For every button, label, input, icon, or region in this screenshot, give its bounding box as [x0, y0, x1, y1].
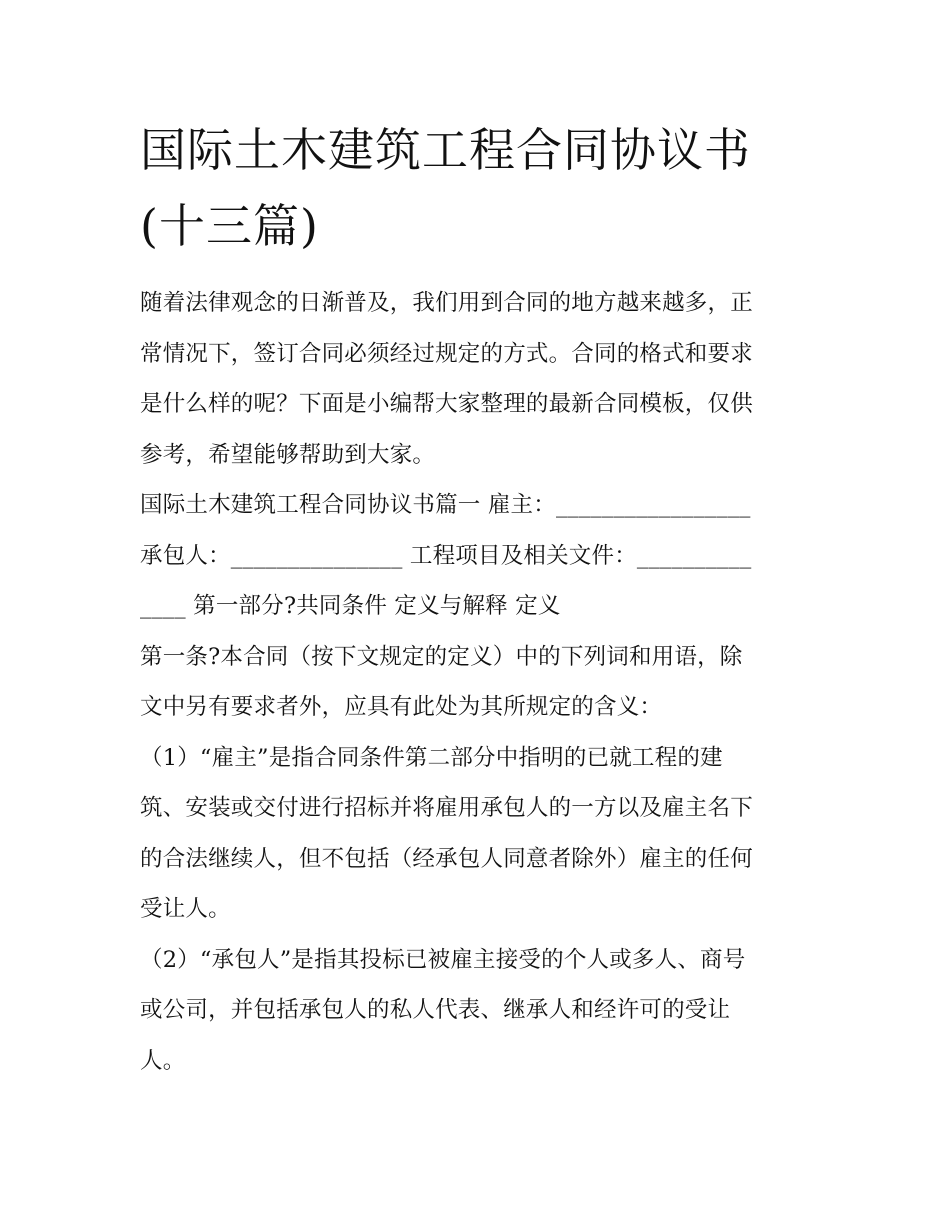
- body-line: 受让人。: [140, 896, 231, 922]
- title-line-2: (十三篇): [140, 199, 319, 253]
- body-line: 或公司，并包括承包人的私人代表、继承人和经许可的受让: [140, 997, 731, 1023]
- body-line: 承包人：_______________ 工程项目及相关文件：__________: [140, 542, 752, 569]
- body-line: 是什么样的呢？下面是小编帮大家整理的最新合同模板，仅供: [140, 391, 753, 417]
- body-line: 人。: [140, 1047, 186, 1074]
- body-line: 国际土木建筑工程合同协议书篇一 雇主：_________________: [140, 492, 751, 518]
- body-line: （1）“雇主”是指合同条件第二部分中指明的已就工程的建: [140, 744, 723, 771]
- body-line: ____ 第一部分?共同条件 定义与解释 定义: [140, 593, 561, 619]
- document-body: [140, 278, 812, 1086]
- body-line: 常情况下，签订合同必须经过规定的方式。合同的格式和要求: [140, 340, 753, 367]
- body-line: 随着法律观念的日渐普及，我们用到合同的地方越来越多，正: [140, 290, 753, 316]
- document-title: [140, 112, 812, 264]
- body-line: 文中另有要求者外，应具有此处为其所规定的含义：: [140, 694, 663, 720]
- body-line: 参考，希望能够帮助到大家。: [140, 441, 436, 468]
- body-line: 筑、安装或交付进行招标并将雇用承包人的一方以及雇主名下: [140, 795, 753, 821]
- document-page: [140, 112, 812, 1086]
- body-line: 第一条?本合同（按下文规定的定义）中的下列词和用语，除: [140, 643, 743, 670]
- title-line-1: 国际土木建筑工程合同协议书: [140, 123, 751, 177]
- body-line: 的合法继续人，但不包括（经承包人同意者除外）雇主的任何: [140, 845, 753, 872]
- body-line: （2）“承包人”是指其投标已被雇主接受的个人或多人、商号: [140, 946, 746, 973]
